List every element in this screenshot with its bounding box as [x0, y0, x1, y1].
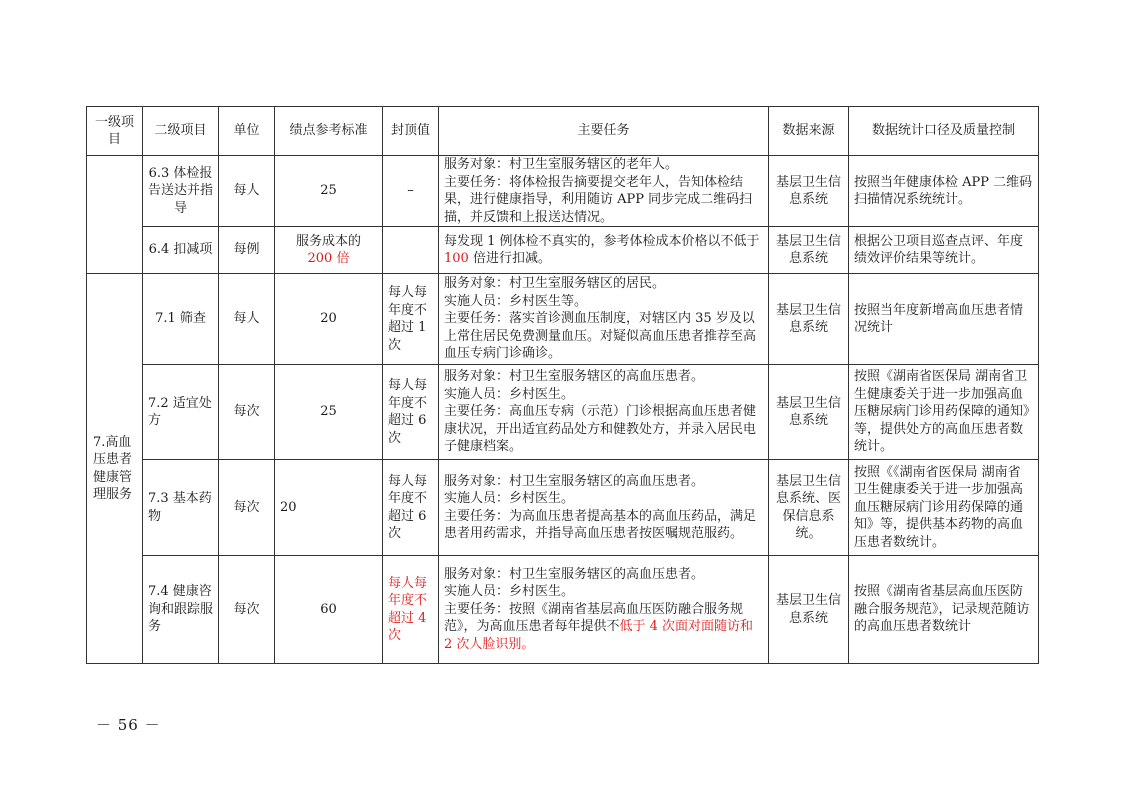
- cap-cell: 每人每年度不超过 6 次: [383, 365, 439, 460]
- level1-cell-6: [87, 156, 143, 274]
- header-unit: 单位: [219, 107, 275, 156]
- task-cell: [439, 227, 769, 274]
- task-cell: [439, 365, 769, 460]
- source-cell: 基层卫生信息系统、医保信息系统。: [769, 460, 849, 556]
- item-cell: 7.2 适宜处方: [143, 365, 219, 460]
- cap-cell: –: [383, 156, 439, 227]
- page-number: － 56 －: [96, 716, 161, 734]
- item-cell: 7.4 健康咨询和跟踪服务: [143, 556, 219, 664]
- task-cell: [439, 156, 769, 227]
- table-row: [87, 274, 1039, 365]
- header-points: 绩点参考标准: [275, 107, 383, 156]
- task-cell: [439, 460, 769, 556]
- task-line: 服务对象：村卫生室服务辖区的老年人。: [444, 157, 679, 172]
- table-row: [87, 227, 1039, 274]
- table-header-row: [87, 107, 1039, 156]
- points-line: 服务成本的: [295, 233, 361, 249]
- task-line: 实施人员：乡村医生。: [444, 491, 575, 506]
- header-level2: 二级项目: [143, 107, 219, 156]
- points-cell: 25: [275, 156, 383, 227]
- task-line: 实施人员：乡村医生。: [444, 386, 575, 402]
- stat-cell: 按照当年健康体检 APP 二维码扫描情况系统统计。: [849, 156, 1039, 227]
- cap-cell-red: 每人每年度不超过 4 次: [383, 556, 439, 664]
- source-cell: 基层卫生信息系统: [769, 274, 849, 365]
- task-cell: [439, 274, 769, 365]
- task-line: 主要任务：为高血压患者提高基本的高血压药品，满足患者用药需求，并指导高血压患者按医嘱规范服药。: [444, 508, 757, 541]
- unit-cell: 每例: [219, 227, 275, 274]
- item-cell: 6.4 扣减项: [143, 227, 219, 274]
- stat-cell: 按照《湖南省医保局 湖南省卫生健康委关于进一步加强高血压糖尿病门诊用药保障的通知》等，提供处方的高血压患者数统计。: [849, 365, 1039, 460]
- task-text: 倍进行扣减。: [472, 251, 551, 266]
- points-cell: 60: [275, 556, 383, 664]
- cap-cell: 每人每年度不超过 1 次: [383, 274, 439, 365]
- item-cell: 6.3 体检报告送达并指导: [143, 156, 219, 227]
- unit-cell: 每次: [219, 556, 275, 664]
- stat-cell: 按照《《湖南省医保局 湖南省卫生健康委关于进一步加强高血压糖尿病门诊用药保障的通知》等，提供基本药物的高血压患者数统计。: [849, 460, 1039, 556]
- points-cell: 20: [275, 460, 383, 556]
- cap-cell: 每人每年度不超过 6 次: [383, 460, 439, 556]
- task-line: 主要任务：将体检报告摘要提交老年人，告知体检结果，进行健康指导，利用随访 APP 同步完成二维码扫描，并反馈和上报送达情况。: [444, 174, 753, 225]
- cap-cell: [383, 227, 439, 274]
- header-task: 主要任务: [439, 107, 769, 156]
- stat-cell: 按照《湖南省基层高血压医防融合服务规范》，记录规范随访的高血压患者数统计: [849, 556, 1039, 664]
- unit-cell: 每人: [219, 156, 275, 227]
- item-cell: 7.3 基本药物: [143, 460, 219, 556]
- task-text-red: 100: [444, 251, 469, 266]
- header-source: 数据来源: [769, 107, 849, 156]
- table-row: [87, 556, 1039, 664]
- task-line: 主要任务：高血压专病（示范）门诊根据高血压患者健康状况，开出适宜药品处方和健教处方，并录入居民电子健康档案。: [444, 404, 757, 455]
- header-level1: 一级项目: [87, 107, 143, 156]
- stat-cell: 根据公卫项目巡查点评、年度绩效评价结果等统计。: [849, 227, 1039, 274]
- header-cap: 封顶值: [383, 107, 439, 156]
- task-line: 实施人员：乡村医生。: [444, 584, 575, 600]
- table-row: [87, 460, 1039, 556]
- points-cell: [275, 227, 383, 274]
- source-cell: 基层卫生信息系统: [769, 227, 849, 274]
- task-text: 主要任务：按照《湖南省基层高血压医防融合服务规范》，为高血压患者每年提供不: [444, 601, 744, 635]
- task-line: 服务对象：村卫生室服务辖区的高血压患者。: [444, 566, 705, 582]
- task-line: 服务对象：村卫生室服务辖区的居民。: [444, 276, 666, 292]
- points-line-red: 200 倍: [307, 251, 350, 266]
- unit-cell: 每次: [219, 460, 275, 556]
- unit-cell: 每人: [219, 274, 275, 365]
- service-table: [86, 106, 1039, 664]
- source-cell: 基层卫生信息系统: [769, 156, 849, 227]
- points-cell: 25: [275, 365, 383, 460]
- source-cell: 基层卫生信息系统: [769, 365, 849, 460]
- task-cell: [439, 556, 769, 664]
- item-cell: 7.1 筛查: [143, 274, 219, 365]
- task-line: [444, 601, 763, 654]
- unit-cell: 每次: [219, 365, 275, 460]
- task-text-red: 低于 4 次面对面随访和 2 次人脸识别。: [444, 619, 754, 652]
- task-line: 主要任务：落实首诊测血压制度，对辖区内 35 岁及以上常住居民免费测量血压。对疑似高血压患者推荐至高血压专病门诊确诊。: [444, 311, 757, 362]
- task-line: 服务对象：村卫生室服务辖区的高血压患者。: [444, 369, 705, 385]
- table-row: [87, 365, 1039, 460]
- level1-cell-7: 7.高血压患者健康管理服务: [87, 274, 143, 664]
- points-cell: 20: [275, 274, 383, 365]
- task-text: 每发现 1 例体检不真实的，参考体检成本价格以不低于: [444, 233, 760, 249]
- table-row: [87, 156, 1039, 227]
- task-line: 实施人员：乡村医生等。: [444, 293, 588, 309]
- task-line: 服务对象：村卫生室服务辖区的高血压患者。: [444, 473, 705, 489]
- source-cell: 基层卫生信息系统: [769, 556, 849, 664]
- header-stat: 数据统计口径及质量控制: [849, 107, 1039, 156]
- stat-cell: 按照当年度新增高血压患者情况统计: [849, 274, 1039, 365]
